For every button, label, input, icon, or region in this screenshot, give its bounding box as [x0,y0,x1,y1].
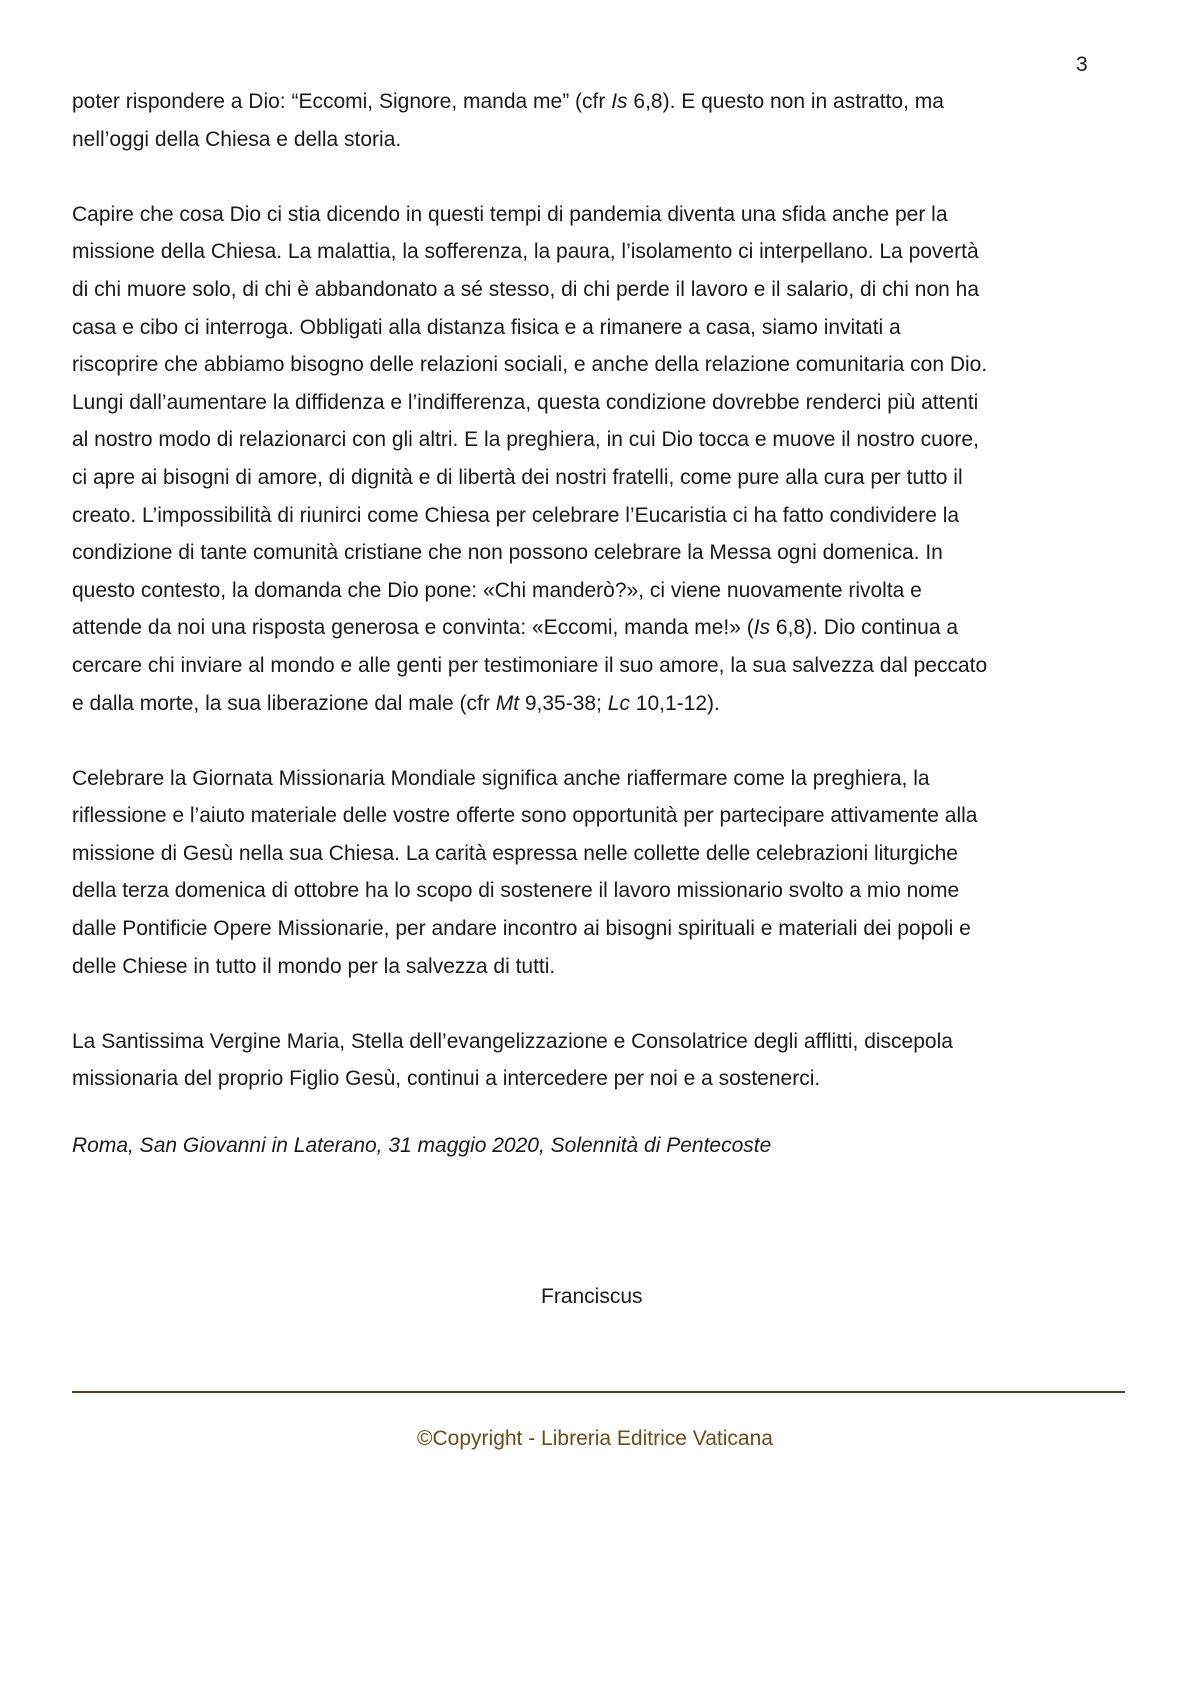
text-line [72,121,1132,159]
text-line [72,572,1132,610]
text-segment: condizione di tante comunità cristiane che non possono celebrare la Messa ogni domenica. In [72,541,943,565]
text-line [72,910,1132,948]
text-segment: 9,35-38; [519,691,608,715]
text-segment: missione di Gesù nella sua Chiesa. La carità espressa nelle collette delle celebrazioni liturgiche [72,841,958,865]
paragraph [72,196,1132,722]
text-line [72,760,1132,798]
text-segment: ci apre ai bisogni di amore, di dignità e di libertà dei nostri fratelli, come pure alla cura per tutto il [72,465,963,489]
text-segment: Celebrare la Giornata Missionaria Mondiale significa anche riaffermare come la preghiera, la [72,766,930,790]
dateline: Roma, San Giovanni in Laterano, 31 maggio 2020, Solennità di Pentecoste [72,1134,772,1157]
scripture-abbreviation: Is [611,90,628,113]
text-segment: delle Chiese in tutto il mondo per la salvezza di tutti. [72,954,556,978]
text-segment: Lungi dall’aumentare la diffidenza e l’indifferenza, questa condizione dovrebbe renderci più attenti [72,390,979,414]
text-segment: La Santissima Vergine Maria, Stella dell’evangelizzazione e Consolatrice degli afflitti, discepola [72,1029,953,1053]
text-segment: 10,1-12). [629,691,720,715]
text-line [72,309,1132,347]
text-line [72,233,1132,271]
text-line [72,196,1132,234]
paragraph [72,1023,1132,1098]
text-segment: riflessione e l’aiuto materiale delle vostre offerte sono opportunità per partecipare attivamente alla [72,804,978,828]
text-line [72,948,1132,986]
text-line [72,459,1132,497]
text-segment: casa e cibo ci interroga. Obbligati alla distanza fisica e a rimanere a casa, siamo invitati a [72,315,901,339]
text-line [72,271,1132,309]
text-line [72,421,1132,459]
text-segment: 6,8). E questo non in astratto, ma [627,90,944,113]
text-segment: della terza domenica di ottobre ha lo scopo di sostenere il lavoro missionario svolto a mio nome [72,879,960,903]
text-segment: poter rispondere a Dio: “Eccomi, Signore, manda me” (cfr [72,90,612,113]
text-segment: dalle Pontificie Opere Missionarie, per andare incontro ai bisogni spirituali e materiali dei popoli e [72,917,971,941]
text-line [72,534,1132,572]
text-line [72,83,1132,121]
text-line [72,872,1132,910]
text-segment: missione della Chiesa. La malattia, la sofferenza, la paura, l’isolamento ci interpellano. La povertà [72,240,979,264]
text-segment: e dalla morte, la sua liberazione dal male (cfr [72,691,496,715]
text-line [72,685,1132,723]
footer-rule [72,1391,1125,1393]
text-line [72,1060,1132,1098]
text-segment: di chi muore solo, di chi è abbandonato a sé stesso, di chi perde il lavoro e il salario, di chi non ha [72,277,980,301]
text-line [72,609,1132,647]
text-line [72,384,1132,422]
text-line [72,1023,1132,1061]
page-number: 3 [1076,53,1088,76]
text-segment: creato. L’impossibilità di riunirci come Chiesa per celebrare l’Eucaristia ci ha fatto condividere la [72,503,960,527]
text-segment: attende da noi una risposta generosa e convinta: «Eccomi, manda me!» ( [72,616,754,640]
text-segment: 6,8). Dio continua a [770,616,959,640]
signature: Franciscus [541,1285,643,1308]
text-line [72,346,1132,384]
letter-body [72,83,1132,1098]
text-line [72,797,1132,835]
copyright-notice: ©Copyright - Libreria Editrice Vaticana [417,1427,773,1450]
text-segment: riscoprire che abbiamo bisogno delle relazioni sociali, e anche della relazione comunitaria con Dio. [72,353,988,377]
paragraph [72,83,1132,158]
scripture-abbreviation: Is [753,616,771,640]
text-segment: al nostro modo di relazionarci con gli altri. E la preghiera, in cui Dio tocca e muove il nostro cuore, [72,428,979,452]
text-segment: questo contesto, la domanda che Dio pone: «Chi manderò?», ci viene nuovamente rivolta e [72,578,922,602]
scripture-abbreviation: Lc [607,691,630,715]
text-segment: nell’oggi della Chiesa e della storia. [72,127,402,151]
text-line [72,497,1132,535]
paragraph [72,760,1132,986]
text-segment: Capire che cosa Dio ci stia dicendo in questi tempi di pandemia diventa una sfida anche per la [72,202,948,226]
text-segment: cercare chi inviare al mondo e alle genti per testimoniare il suo amore, la sua salvezza dal peccato [72,653,988,677]
scripture-abbreviation: Mt [495,691,520,715]
text-segment: missionaria del proprio Figlio Gesù, continui a intercedere per noi e a sostenerci. [72,1067,821,1091]
text-line [72,835,1132,873]
text-line [72,647,1132,685]
